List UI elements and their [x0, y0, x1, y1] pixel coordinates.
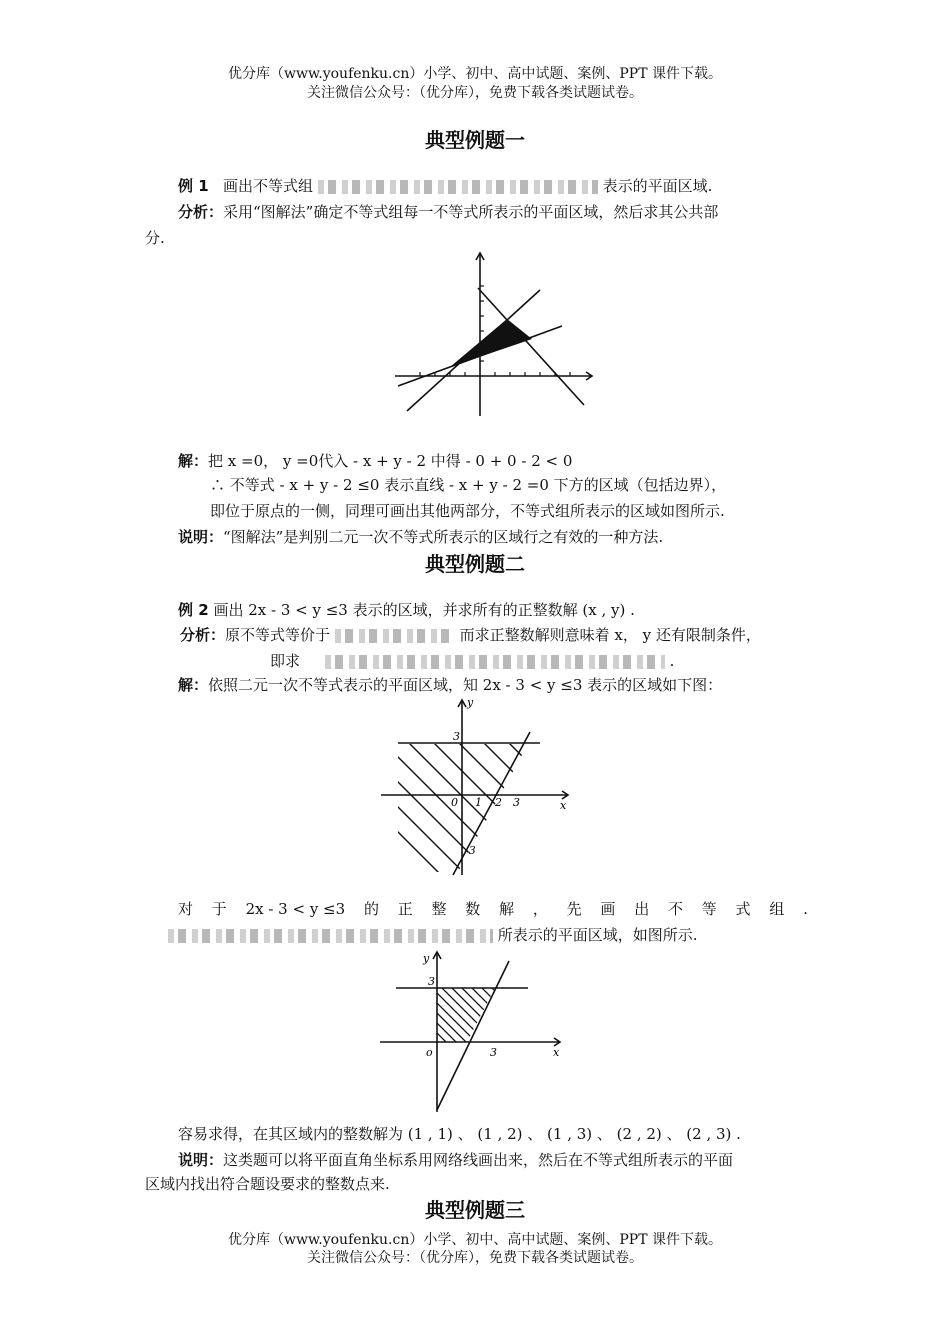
ex1-question-suffix: 表示的平面区域. [602, 177, 713, 195]
site-footer-line1: 优分库（www.youfenku.cn）小学、初中、高中试题、案例、PPT 课件下载。 [227, 1232, 722, 1248]
formula-image [168, 929, 493, 943]
site-header-line2: 关注微信公众号：（优分库），免费下载各类试题试卷。 [307, 85, 643, 101]
para-word: 式 [735, 900, 751, 918]
ex1-solution-1: 把 x =0， y =0代入 - x + y - 2 中得 - 0 + 0 - 2 < 0 [208, 452, 573, 470]
ex2-paragraph-2 [168, 925, 698, 945]
tick-label-x3: 3 [490, 1046, 497, 1059]
section-title-3: 典型例题三 [425, 1198, 525, 1222]
ex2-note-text: 这类题可以将平面直角坐标系用网络线画出来，然后在不等式组所表示的平面 [223, 1151, 734, 1169]
solution-label: 解： [178, 452, 209, 470]
ex2-analysis [180, 625, 761, 645]
graph-1 [390, 248, 600, 420]
section-title-2: 典型例题二 [425, 552, 525, 576]
y-axis-label: y [467, 696, 474, 709]
ex1-solution [178, 451, 572, 471]
tick-label-x1: 1 [475, 796, 482, 809]
ex2-note [178, 1150, 733, 1170]
para-word: 对 [178, 900, 194, 918]
tick-label-y-neg3: -3 [465, 844, 476, 857]
formula-image [335, 629, 455, 643]
para-word: . [803, 900, 808, 918]
para-word: 先 [566, 900, 582, 918]
ex1-question [178, 176, 712, 196]
ex2-question [178, 600, 635, 620]
ex1-solution-3: 即位于原点的一侧，同理可画出其他两部分，不等式组所表示的区域如图所示. [210, 502, 725, 520]
ex1-analysis [178, 202, 718, 222]
ex2-analysis-2 [270, 651, 674, 671]
ex1-question-prefix: 画出不等式组 [222, 177, 313, 195]
hatching-3 [378, 954, 568, 1064]
para-word: 画 [600, 900, 616, 918]
note-label: 说明： [178, 528, 224, 546]
analysis-label: 分析： [180, 626, 226, 644]
graph-2 [378, 692, 578, 877]
formula-image [318, 180, 598, 194]
ex2-paragraph [178, 899, 808, 919]
ex2-solution-text: 依照二元一次不等式表示的平面区域，知 2x - 3 < y ≤3 表示的区域如下图： [208, 676, 723, 694]
tick-label-y3: 3 [453, 730, 460, 743]
para-word: 不 [667, 900, 683, 918]
line-y-2x-3 [437, 961, 509, 1110]
y-axis-label: y [423, 952, 430, 965]
analysis-label: 分析： [178, 203, 224, 221]
ex2-result: 容易求得，在其区域内的整数解为 (1 , 1) 、 (1 , 2) 、 (1 , 3) 、 (2 , 2) 、 (2 , 3) . [178, 1125, 741, 1143]
ex2-note-cont: 区域内找出符合题设要求的整数点来. [145, 1175, 390, 1193]
section-title-1: 典型例题一 [425, 128, 525, 152]
note-label: 说明： [178, 1151, 224, 1169]
ex1-analysis-cont: 分. [145, 229, 165, 247]
site-footer-line2: 关注微信公众号：（优分库），免费下载各类试题试卷。 [307, 1250, 643, 1266]
para-word: 整 [431, 900, 447, 918]
ex1-solution-2: ∴ 不等式 - x + y - 2 ≤0 表示直线 - x + y - 2 =0 下方的区域（包括边界）， [210, 476, 727, 494]
shaded-region [450, 319, 532, 367]
x-axis-label: x [553, 1046, 560, 1059]
tick-label-x2: 2 [495, 796, 502, 809]
tick-label-y3: 3 [428, 975, 435, 988]
para-word: 2x - 3 < y ≤3 [245, 900, 346, 918]
para-word: 解 [499, 900, 515, 918]
ex2-question-text: 画出 2x - 3 < y ≤3 表示的区域，并求所有的正整数解 (x , y) . [213, 601, 635, 619]
ex2-analysis-2-end: . [669, 652, 675, 670]
ex2-analysis-2-text: 即求 [270, 652, 301, 670]
origin-label: o [426, 1046, 433, 1059]
ex2-analysis-suffix: 而求正整数解则意味着 x， y 还有限制条件， [459, 626, 761, 644]
para-word: 数 [465, 900, 481, 918]
hatching-2 [378, 692, 578, 877]
para-word: 正 [397, 900, 413, 918]
ex1-analysis-text: 采用“图解法”确定不等式组每一不等式所表示的平面区域，然后求其公共部 [223, 203, 719, 221]
ex1-note [178, 527, 663, 547]
origin-label: 0 [451, 796, 458, 809]
ex1-note-text: “图解法”是判别二元一次不等式所表示的区域行之有效的一种方法. [223, 528, 664, 546]
para-word: 于 [211, 900, 227, 918]
solution-label: 解： [178, 676, 209, 694]
para-word: 出 [634, 900, 650, 918]
tick-label-x3: 3 [513, 796, 520, 809]
ex2-analysis-prefix: 原不等式等价于 [225, 626, 331, 644]
ex2-paragraph-2-text: 所表示的平面区域，如图所示. [497, 926, 698, 944]
para-word: 的 [363, 900, 379, 918]
para-word: ， [532, 900, 548, 918]
graph-3 [378, 944, 568, 1114]
ex1-label: 例 1 [178, 177, 209, 195]
formula-image [325, 655, 665, 669]
para-word: 组 [769, 900, 785, 918]
x-axis-label: x [560, 799, 567, 812]
site-header-line1: 优分库（www.youfenku.cn）小学、初中、高中试题、案例、PPT 课件下载。 [227, 66, 722, 82]
ex2-label: 例 2 [178, 601, 209, 619]
para-word: 等 [701, 900, 717, 918]
